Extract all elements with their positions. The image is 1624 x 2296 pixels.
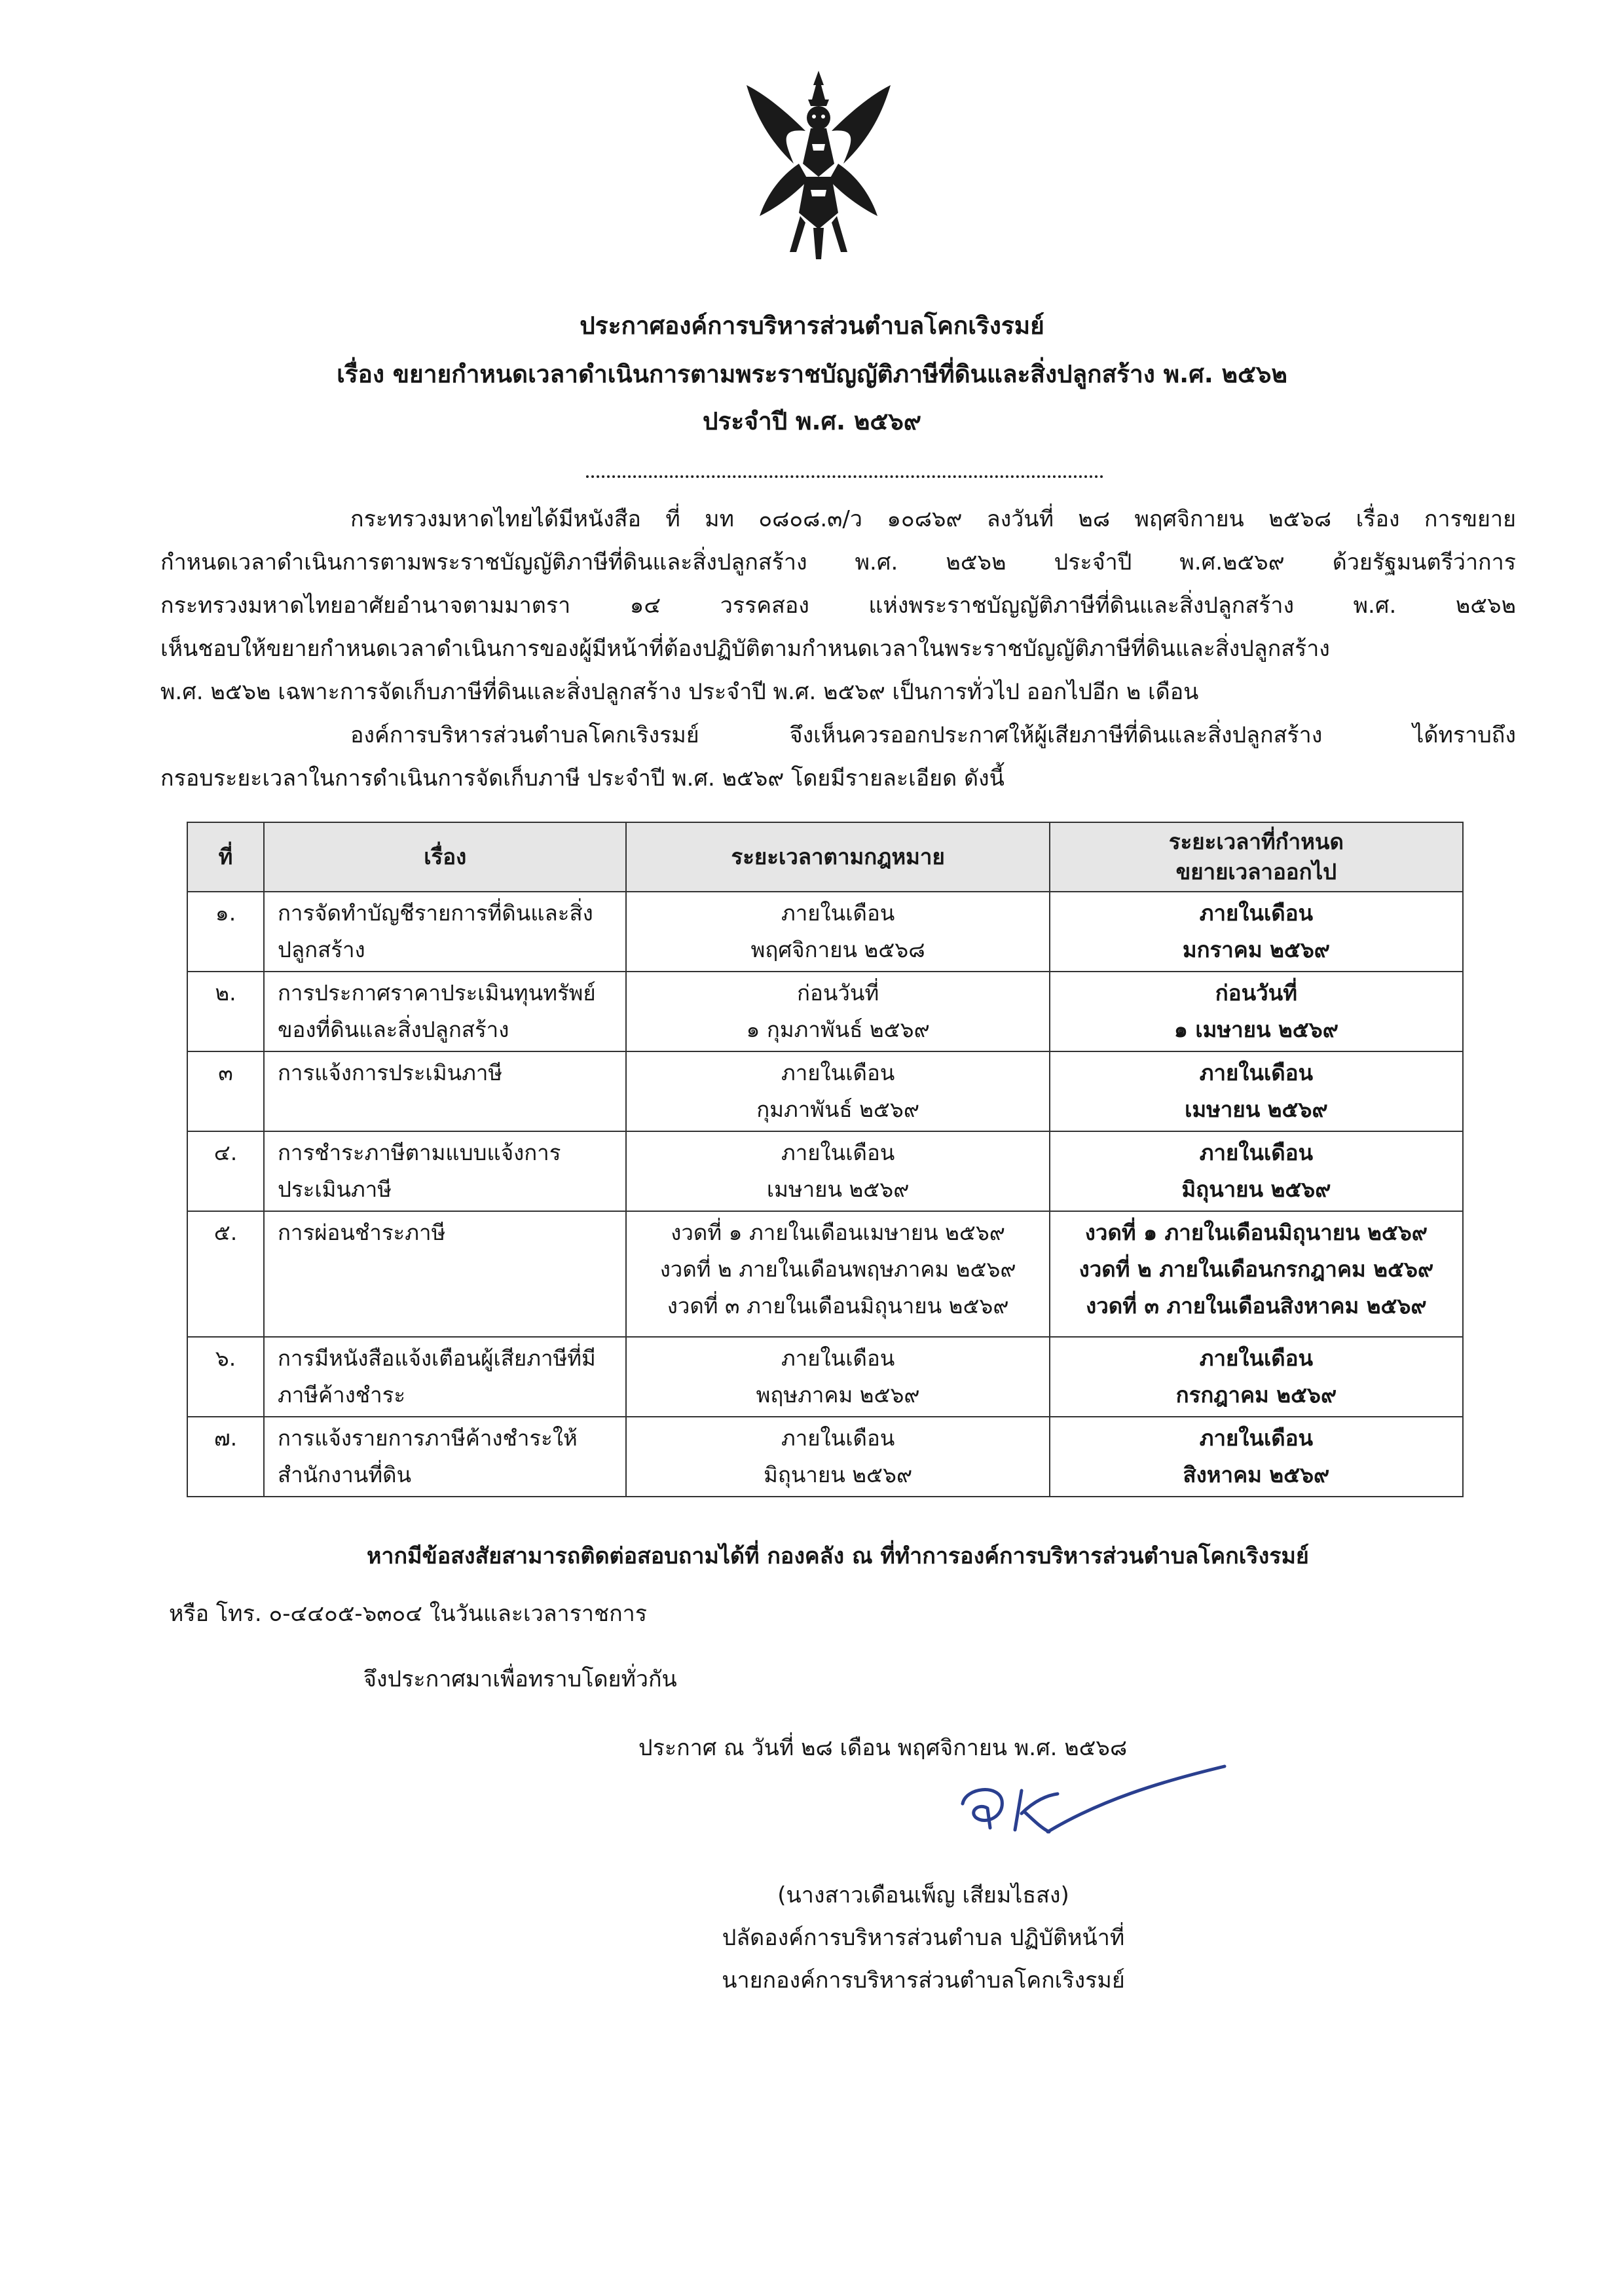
row-legal-period xyxy=(626,1131,1049,1211)
paragraph-line: กำหนดเวลาดำเนินการตามพระราชบัญญัติภาษีที่ดินและสิ่งปลูกสร้าง พ.ศ. ๒๕๖๒ ประจำปี พ.ศ.๒๕๖๙ ด้วยรัฐมนตรีว่าการ xyxy=(160,549,1516,575)
cell-line: ภายในเดือน xyxy=(1199,1425,1314,1451)
signer-position: นายกองค์การบริหารส่วนตำบลโคกเริงรมย์ xyxy=(722,1967,1125,1994)
row-extended-period xyxy=(1050,972,1463,1051)
table-row xyxy=(187,892,1463,972)
cell-line: ภายในเดือน xyxy=(781,1345,895,1371)
row-number: ๓ xyxy=(187,1051,264,1131)
announcement-subject: เรื่อง ขยายกำหนดเวลาดำเนินการตามพระราชบัญญัติภาษีที่ดินและสิ่งปลูกสร้าง พ.ศ. ๒๕๖๒ xyxy=(337,360,1287,388)
paragraph-line: พ.ศ. ๒๕๖๒ เฉพาะการจัดเก็บภาษีที่ดินและสิ่งปลูกสร้าง ประจำปี พ.ศ. ๒๕๖๙ เป็นการทั่วไป ออกไปอีก ๒ เดือน xyxy=(160,679,1199,705)
contact-line-2: หรือ โทร. ๐-๔๔๐๕-๖๓๐๔ ในวันและเวลาราชการ xyxy=(169,1601,648,1627)
row-extended-period xyxy=(1050,1417,1463,1497)
row-topic xyxy=(264,972,627,1051)
cell-line: ภายในเดือน xyxy=(781,1060,895,1085)
announcement-date: ประกาศ ณ วันที่ ๒๘ เดือน พฤศจิกายน พ.ศ. ๒๕๖๘ xyxy=(638,1735,1128,1761)
row-legal-period xyxy=(626,1337,1049,1417)
cell-line: ปลูกสร้าง xyxy=(277,937,365,962)
table-header-row xyxy=(187,822,1463,892)
cell-line: การชำระภาษีตามแบบแจ้งการ xyxy=(277,1140,561,1165)
cell-line: การผ่อนชำระภาษี xyxy=(277,1220,446,1245)
row-number: ๕. xyxy=(187,1211,264,1337)
handwritten-signature-icon xyxy=(950,1755,1238,1846)
cell-line: ภายในเดือน xyxy=(1199,1060,1314,1085)
row-number: ๑. xyxy=(187,892,264,972)
paragraph-line: กระทรวงมหาดไทยอาศัยอำนาจตามมาตรา ๑๔ วรรคสอง แห่งพระราชบัญญัติภาษีที่ดินและสิ่งปลูกสร้าง พ.ศ. ๒๕๖๒ xyxy=(160,592,1516,619)
cell-line: พฤษภาคม ๒๕๖๙ xyxy=(756,1382,920,1408)
cell-line: ภายในเดือน xyxy=(781,1140,895,1165)
cell-line: กุมภาพันธ์ ๒๕๖๙ xyxy=(756,1097,920,1122)
installment-line: งวดที่ ๑ ภายในเดือนมิถุนายน ๒๕๖๙ xyxy=(1084,1220,1428,1245)
cell-line: ภายในเดือน xyxy=(781,900,895,926)
announcement-year: ประจำปี พ.ศ. ๒๕๖๙ xyxy=(703,407,921,435)
cell-line: ภายในเดือน xyxy=(781,1425,895,1451)
cell-line: มิถุนายน ๒๕๖๙ xyxy=(764,1462,913,1487)
cell-line: การมีหนังสือแจ้งเตือนผู้เสียภาษีที่มี xyxy=(277,1345,596,1371)
header-extended-line: ขยายเวลาออกไป xyxy=(1175,859,1337,884)
row-legal-period xyxy=(626,1211,1049,1337)
installment-line: งวดที่ ๓ ภายในเดือนมิถุนายน ๒๕๖๙ xyxy=(667,1293,1009,1319)
row-topic xyxy=(264,1417,627,1497)
paragraph-line: กรอบระยะเวลาในการดำเนินการจัดเก็บภาษี ประจำปี พ.ศ. ๒๕๖๙ โดยมีรายละเอียด ดังนี้ xyxy=(160,765,1005,792)
installment-line: งวดที่ ๑ ภายในเดือนเมษายน ๒๕๖๙ xyxy=(671,1220,1005,1245)
cell-line: สำนักงานที่ดิน xyxy=(277,1462,412,1487)
row-legal-period xyxy=(626,1417,1049,1497)
closing-statement: จึงประกาศมาเพื่อทราบโดยทั่วกัน xyxy=(363,1666,677,1692)
table-row xyxy=(187,1051,1463,1131)
header-no: ที่ xyxy=(187,822,264,892)
signer-title: ปลัดองค์การบริหารส่วนตำบล ปฏิบัติหน้าที่ xyxy=(722,1925,1125,1951)
header-topic: เรื่อง xyxy=(264,822,627,892)
schedule-table xyxy=(187,822,1464,1497)
row-legal-period xyxy=(626,892,1049,972)
cell-line: เมษายน ๒๕๖๙ xyxy=(766,1176,910,1202)
cell-line: ก่อนวันที่ xyxy=(1215,980,1297,1006)
row-number: ๔. xyxy=(187,1131,264,1211)
paragraph-1 xyxy=(160,498,1516,714)
cell-line: ภาษีค้างชำระ xyxy=(277,1382,406,1408)
header-legal-period: ระยะเวลาตามกฎหมาย xyxy=(626,822,1049,892)
cell-line: ๑ กุมภาพันธ์ ๒๕๖๙ xyxy=(746,1017,930,1042)
garuda-emblem-icon xyxy=(740,65,897,262)
cell-line: ๑ เมษายน ๒๕๖๙ xyxy=(1173,1017,1338,1042)
cell-line: กรกฎาคม ๒๕๖๙ xyxy=(1175,1382,1337,1408)
cell-line: ภายในเดือน xyxy=(1199,900,1314,926)
paragraph-line: เห็นชอบให้ขยายกำหนดเวลาดำเนินการของผู้มีหน้าที่ต้องปฏิบัติตามกำหนดเวลาในพระราชบัญญัติภาษีที่ดินและสิ่งปลูกสร้าง xyxy=(160,636,1330,662)
paragraph-line: องค์การบริหารส่วนตำบลโคกเริงรมย์ จึงเห็นควรออกประกาศให้ผู้เสียภาษีที่ดินและสิ่งปลูกสร้าง ได้ทราบถึง xyxy=(350,722,1516,748)
paragraph-2 xyxy=(160,714,1516,800)
paragraph-line: กระทรวงมหาดไทยได้มีหนังสือ ที่ มท ๐๘๐๘.๓/ว ๑๐๘๖๙ ลงวันที่ ๒๘ พฤศจิกายน ๒๕๖๘ เรื่อง การขยาย xyxy=(350,506,1516,532)
signer-name: (นางสาวเดือนเพ็ญ เสียมไธสง) xyxy=(777,1882,1069,1908)
row-extended-period xyxy=(1050,892,1463,972)
installment-line: งวดที่ ๓ ภายในเดือนสิงหาคม ๒๕๖๙ xyxy=(1086,1293,1427,1319)
row-topic xyxy=(264,1131,627,1211)
table-row xyxy=(187,1131,1463,1211)
cell-line: ภายในเดือน xyxy=(1199,1140,1314,1165)
row-extended-period xyxy=(1050,1131,1463,1211)
cell-line: พฤศจิกายน ๒๕๖๘ xyxy=(750,937,925,962)
cell-line: การจัดทำบัญชีรายการที่ดินและสิ่ง xyxy=(277,900,593,926)
cell-line: การแจ้งรายการภาษีค้างชำระให้ xyxy=(277,1425,578,1451)
cell-line: ภายในเดือน xyxy=(1199,1345,1314,1371)
cell-line: มิถุนายน ๒๕๖๙ xyxy=(1181,1176,1331,1202)
installment-line: งวดที่ ๒ ภายในเดือนกรกฎาคม ๒๕๖๙ xyxy=(1079,1256,1434,1282)
cell-line: การแจ้งการประเมินภาษี xyxy=(277,1060,503,1085)
cell-line: การประกาศราคาประเมินทุนทรัพย์ xyxy=(277,980,596,1006)
row-extended-period xyxy=(1050,1337,1463,1417)
table-row xyxy=(187,1417,1463,1497)
row-topic xyxy=(264,1337,627,1417)
cell-line: ของที่ดินและสิ่งปลูกสร้าง xyxy=(277,1017,509,1042)
row-extended-period xyxy=(1050,1211,1463,1337)
row-legal-period xyxy=(626,972,1049,1051)
announcement-title: ประกาศองค์การบริหารส่วนตำบลโคกเริงรมย์ xyxy=(580,312,1044,340)
row-number: ๖. xyxy=(187,1337,264,1417)
cell-line: สิงหาคม ๒๕๖๙ xyxy=(1183,1462,1330,1487)
cell-line: ก่อนวันที่ xyxy=(797,980,879,1006)
cell-line: ประเมินภาษี xyxy=(277,1176,392,1202)
row-legal-period xyxy=(626,1051,1049,1131)
cell-line: เมษายน ๒๕๖๙ xyxy=(1185,1097,1328,1122)
table-row xyxy=(187,1337,1463,1417)
row-extended-period xyxy=(1050,1051,1463,1131)
row-topic xyxy=(264,1211,627,1337)
row-number: ๒. xyxy=(187,972,264,1051)
header-extended-line: ระยะเวลาที่กำหนด xyxy=(1168,829,1344,854)
header-extended-period xyxy=(1050,822,1463,892)
contact-line-1: หากมีข้อสงสัยสามารถติดต่อสอบถามได้ที่ กองคลัง ณ ที่ทำการองค์การบริหารส่วนตำบลโคกเริงรมย์ xyxy=(367,1543,1309,1569)
header-divider xyxy=(586,475,1103,478)
table-row xyxy=(187,1211,1463,1337)
installment-line: งวดที่ ๒ ภายในเดือนพฤษภาคม ๒๕๖๙ xyxy=(659,1256,1016,1282)
cell-line: มกราคม ๒๕๖๙ xyxy=(1182,937,1330,962)
row-topic xyxy=(264,892,627,972)
row-number: ๗. xyxy=(187,1417,264,1497)
table-row xyxy=(187,972,1463,1051)
row-topic xyxy=(264,1051,627,1131)
